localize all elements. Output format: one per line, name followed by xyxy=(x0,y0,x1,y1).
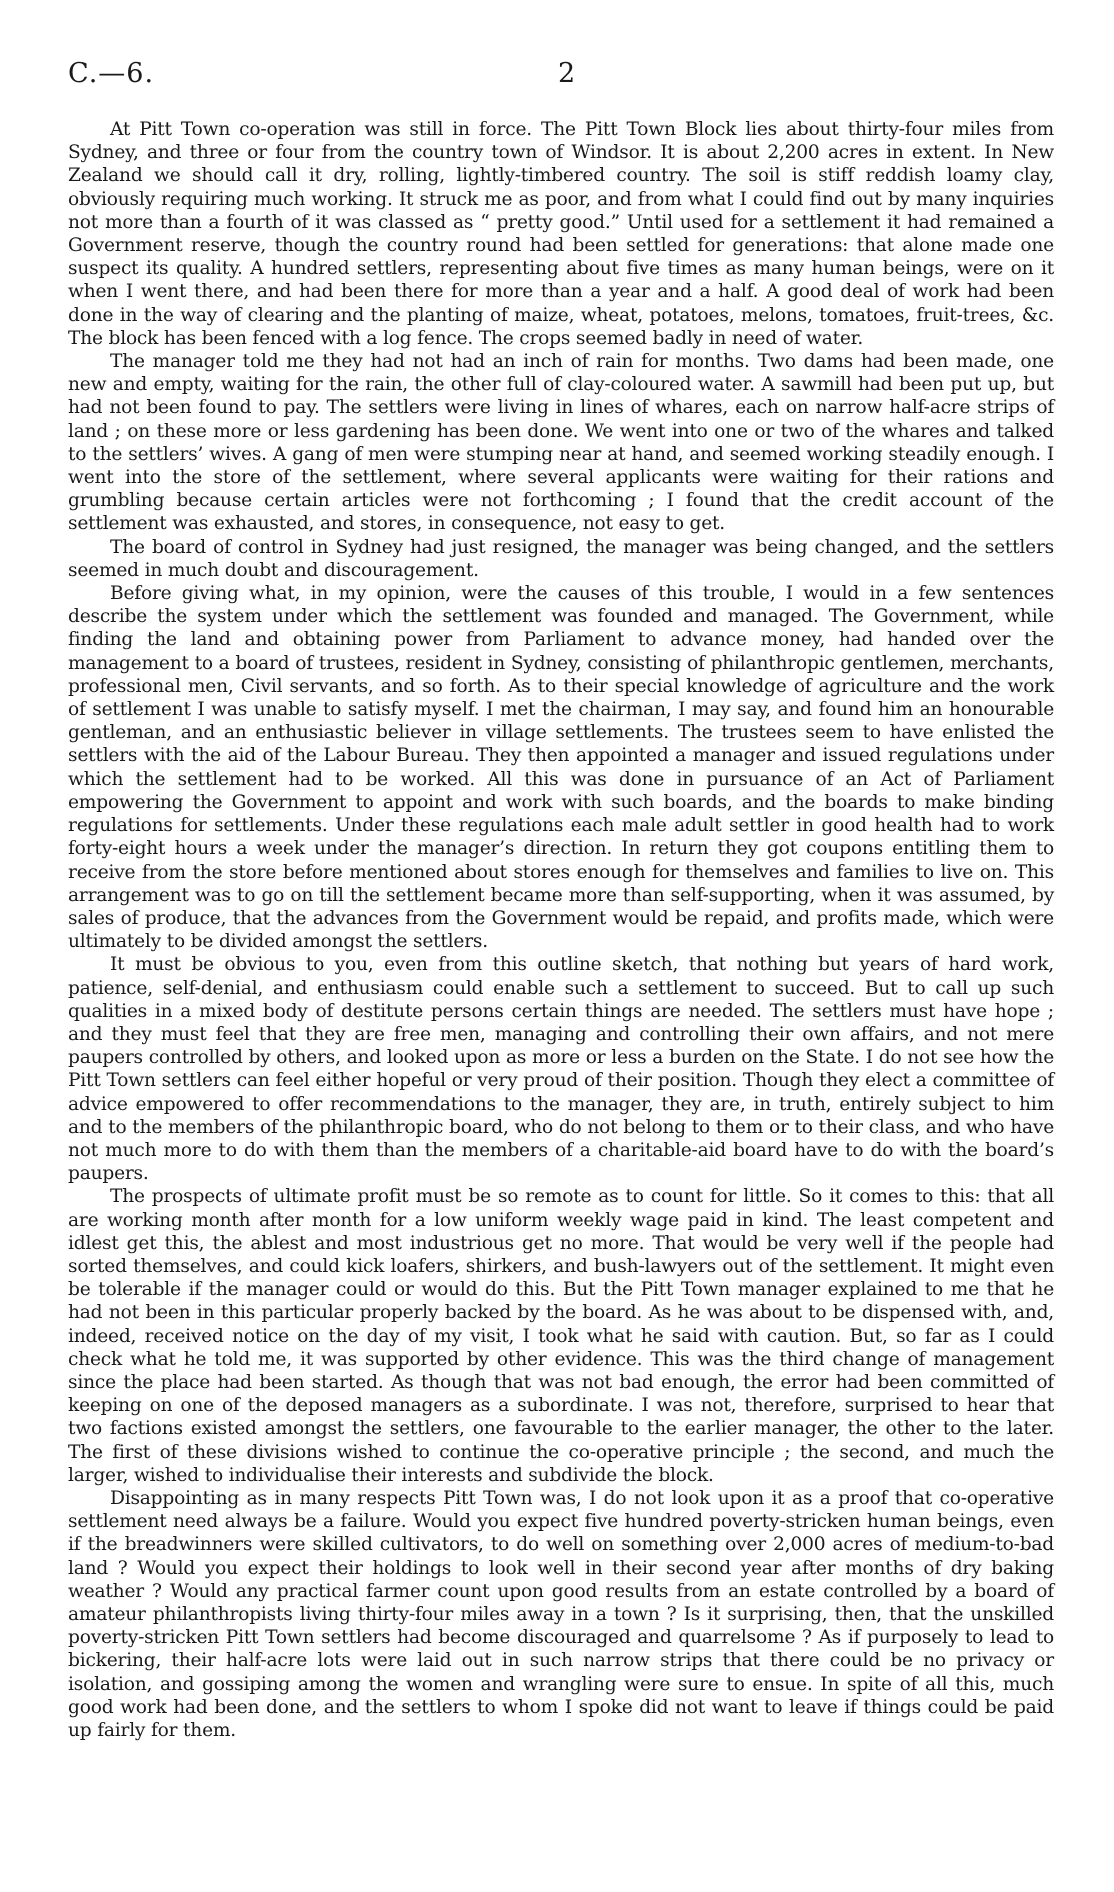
paragraph-3: The board of control in Sydney had just resigned, the manager was being changed, and the settlers seemed in much doubt and discouragement. xyxy=(68,536,1054,581)
body-text xyxy=(68,118,1054,1742)
paragraph-7: Disappointing as in many respects Pitt Town was, I do not look upon it as a proof that co-operative settlement need always be a failure. Would you expect five hundred poverty-stricken human beings, even if the breadwinners were skilled cultivators, to do well on something over 2,000 acres of medium-to-bad land ? Would you expect their holdings to look well in their second year after months of dry baking weather ? Would any practical farmer count upon good results from an estate controlled by a board of amateur philanthropists living thirty-four miles away in a town ? Is it surprising, then, that the unskilled poverty-stricken Pitt Town settlers had become discouraged and quarrelsome ? As if purposely to lead to bickering, their half-acre lots were laid out in such narrow strips that there could be no privacy or isolation, and gossiping among the women and wrangling were sure to ensue. In spite of all this, much good work had been done, and the settlers to whom I spoke did not want to leave if things could be paid up fairly for them. xyxy=(68,1487,1054,1742)
document-identifier: C.—6. xyxy=(68,58,155,89)
paragraph-5: It must be obvious to you, even from this outline sketch, that nothing but years of hard work, patience, self-denial, and enthusiasm could enable such a settlement to succeed. But to call up such qualities in a mixed body of destitute persons certain things are needed. The settlers must have hope ; and they must feel that they are free men, managing and controlling their own affairs, and not mere paupers controlled by others, and looked upon as more or less a burden on the State. I do not see how the Pitt Town settlers can feel either hopeful or very proud of their position. Though they elect a committee of advice empowered to offer recommendations to the manager, they are, in truth, entirely subject to him and to the members of the philanthropic board, who do not belong to them or to their class, and who have not much more to do with them than the members of a charitable-aid board have to do with the board’s paupers. xyxy=(68,954,1054,1185)
page-number: 2 xyxy=(558,58,576,89)
paragraph-4: Before giving what, in my opinion, were the causes of this trouble, I would in a few sentences describe the system under which the settlement was founded and managed. The Government, while finding the land and obtaining power from Parliament to advance money, had handed over the management to a board of trustees, resident in Sydney, consisting of philanthropic gentlemen, merchants, professional men, Civil servants, and so forth. As to their special knowledge of agriculture and the work of settlement I was unable to satisfy myself. I met the chairman, I may say, and found him an honourable gentleman, and an enthusiastic believer in village settlements. The trustees seem to have enlisted the settlers with the aid of the Labour Bureau. They then appointed a manager and issued regulations under which the settlement had to be worked. All this was done in pursuance of an Act of Parliament empowering the Government to appoint and work with such boards, and the boards to make binding regulations for settlements. Under these regulations each male adult settler in good health had to work forty-eight hours a week under the manager’s direction. In return they got coupons entitling them to receive from the store before mentioned about stores enough for themselves and families to live on. This arrangement was to go on till the settlement became more than self-supporting, when it was assumed, by sales of produce, that the advances from the Government would be repaid, and profits made, which were ultimately to be divided amongst the settlers. xyxy=(68,583,1054,953)
paragraph-2: The manager told me they had not had an inch of rain for months. Two dams had been made, one new and empty, waiting for the rain, the other full of clay-coloured water. A sawmill had been put up, but had not been found to pay. The settlers were living in lines of whares, each on narrow half-acre strips of land ; on these more or less gardening has been done. We went into one or two of the whares and talked to the settlers’ wives. A gang of men were stumping near at hand, and seemed working steadily enough. I went into the store of the settlement, where several applicants were waiting for their rations and grumbling because certain articles were not forthcoming ; I found that the credit account of the settlement was exhausted, and stores, in consequence, not easy to get. xyxy=(68,351,1054,535)
paragraph-1: At Pitt Town co-operation was still in force. The Pitt Town Block lies about thirty-four miles from Sydney, and three or four from the country town of Windsor. It is about 2,200 acres in extent. In New Zealand we should call it dry, rolling, lightly-timbered country. The soil is stiff reddish loamy clay, obviously requiring much working. It struck me as poor, and from what I could find out by many inquiries not more than a fourth of it was classed as “ pretty good.” Until used for a settlement it had remained a Government reserve, though the country round had been settled for generations: that alone made one suspect its quality. A hundred settlers, representing about five times as many human beings, were on it when I went there, and had been there for more than a year and a half. A good deal of work had been done in the way of clearing and the planting of maize, wheat, potatoes, melons, tomatoes, fruit-trees, &c. The block has been fenced with a log fence. The crops seemed badly in need of water. xyxy=(68,119,1054,349)
paragraph-6: The prospects of ultimate profit must be so remote as to count for little. So it comes to this: that all are working month after month for a low uniform weekly wage paid in kind. The least competent and idlest get this, the ablest and most industrious get no more. That would be very well if the people had sorted themselves, and could kick loafers, shirkers, and bush-lawyers out of the settlement. It might even be tolerable if the manager could or would do this. But the Pitt Town manager explained to me that he had not been in this particular properly backed by the board. As he was about to be dispensed with, and, indeed, received notice on the day of my visit, I took what he said with caution. But, so far as I could check what he told me, it was supported by other evidence. This was the third change of management since the place had been started. As though that was not bad enough, the error had been committed of keeping on one of the deposed managers as a subordinate. I was not, therefore, surprised to hear that two factions existed amongst the settlers, one favourable to the earlier manager, the other to the later. The first of these divisions wished to continue the co-operative principle ; the second, and much the larger, wished to individualise their interests and subdivide the block. xyxy=(68,1186,1054,1486)
